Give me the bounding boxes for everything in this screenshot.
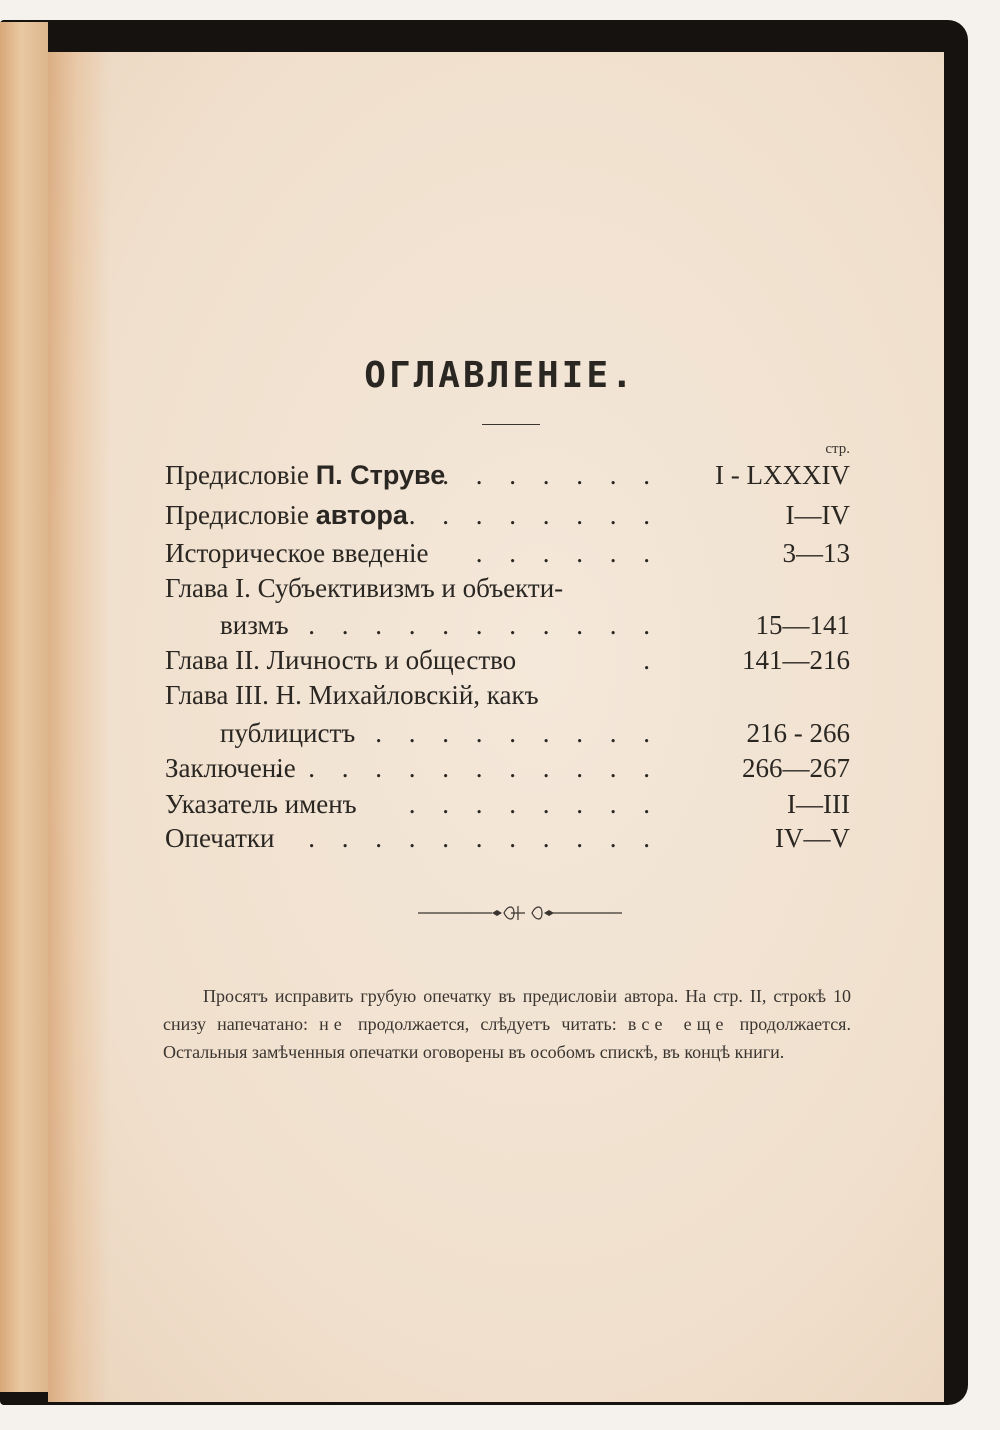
toc-entry-dots: . . . . . . . . . . . . (274, 753, 660, 783)
toc-entry (165, 786, 850, 822)
page-foxing-edge (48, 52, 110, 1402)
toc-entry (165, 750, 850, 786)
toc-entry (165, 677, 850, 713)
toc-entry (165, 820, 850, 856)
toc-entry-pages: 3—13 (782, 538, 850, 568)
title-rule (482, 424, 540, 425)
facing-page-edge (0, 22, 48, 1392)
toc-entry-dots: . . . . . . . (442, 460, 660, 490)
toc-entry-pages: IV—V (775, 823, 850, 853)
toc-entry-label: Заключеніе (165, 753, 296, 783)
toc-entry-dots: . . . . . . . . . . . . (274, 610, 660, 640)
toc-entry (165, 457, 850, 493)
toc-entry-label: Предисловіе П. Струве (165, 460, 446, 490)
toc-entry-label: Опечатки (165, 823, 275, 853)
toc-entry-pages: 216 - 266 (746, 718, 850, 748)
toc-entry-label: визмъ (220, 610, 289, 640)
toc-entry-pages: I - LXXXIV (715, 460, 850, 490)
toc-entry-label: публицистъ (220, 718, 356, 748)
toc-entry-dots: . . . . . . . . (408, 500, 660, 530)
toc-entry-label: Предисловіе автора (165, 500, 408, 530)
toc-entry-pages: I—IV (785, 500, 850, 530)
toc-entry-pages: I—III (787, 789, 850, 819)
ornament-divider (418, 903, 622, 923)
toc-entry-label: Глава I. Субъективизмъ и объекти- (165, 573, 564, 603)
toc-entry-dots: . . . . . . (475, 538, 660, 568)
toc-entry-label: Историческое введеніе (165, 538, 429, 568)
toc-entry (165, 535, 850, 571)
toc-entry-dots: . . . . . . . . . (375, 718, 660, 748)
toc-entry-dots: . . . . . . . . . . . (308, 823, 660, 853)
toc-entry-pages: 15—141 (755, 610, 850, 640)
toc-entry (165, 570, 850, 606)
toc-entry-dots: . . . . . . . . (408, 789, 660, 819)
toc-entry (165, 497, 850, 533)
toc-entry (165, 715, 850, 751)
page-title: ОГЛАВЛЕНІЕ. (364, 355, 636, 396)
toc-entry (165, 607, 850, 643)
page-column-label: стр. (825, 441, 850, 457)
errata-note: Просятъ исправить грубую опечатку въ предисловіи автора. На стр. II, строкѣ 10 снизу напечатано: не продолжается, слѣдуетъ читать: все еще продолжается. Остальныя замѣченныя опечатки оговорены въ особомъ спискѣ, въ концѣ книги. (163, 986, 851, 1062)
toc-entry-label: Глава III. Н. Михайловскій, какъ (165, 680, 539, 710)
toc-entry-pages: 266—267 (742, 753, 850, 783)
toc-entry-label: Указатель именъ (165, 789, 357, 819)
toc-entry-pages: 141—216 (742, 645, 850, 675)
toc-entry-label: Глава II. Личность и общество (165, 645, 517, 675)
toc-entry (165, 642, 850, 678)
toc-entry-dots: . (643, 645, 660, 675)
